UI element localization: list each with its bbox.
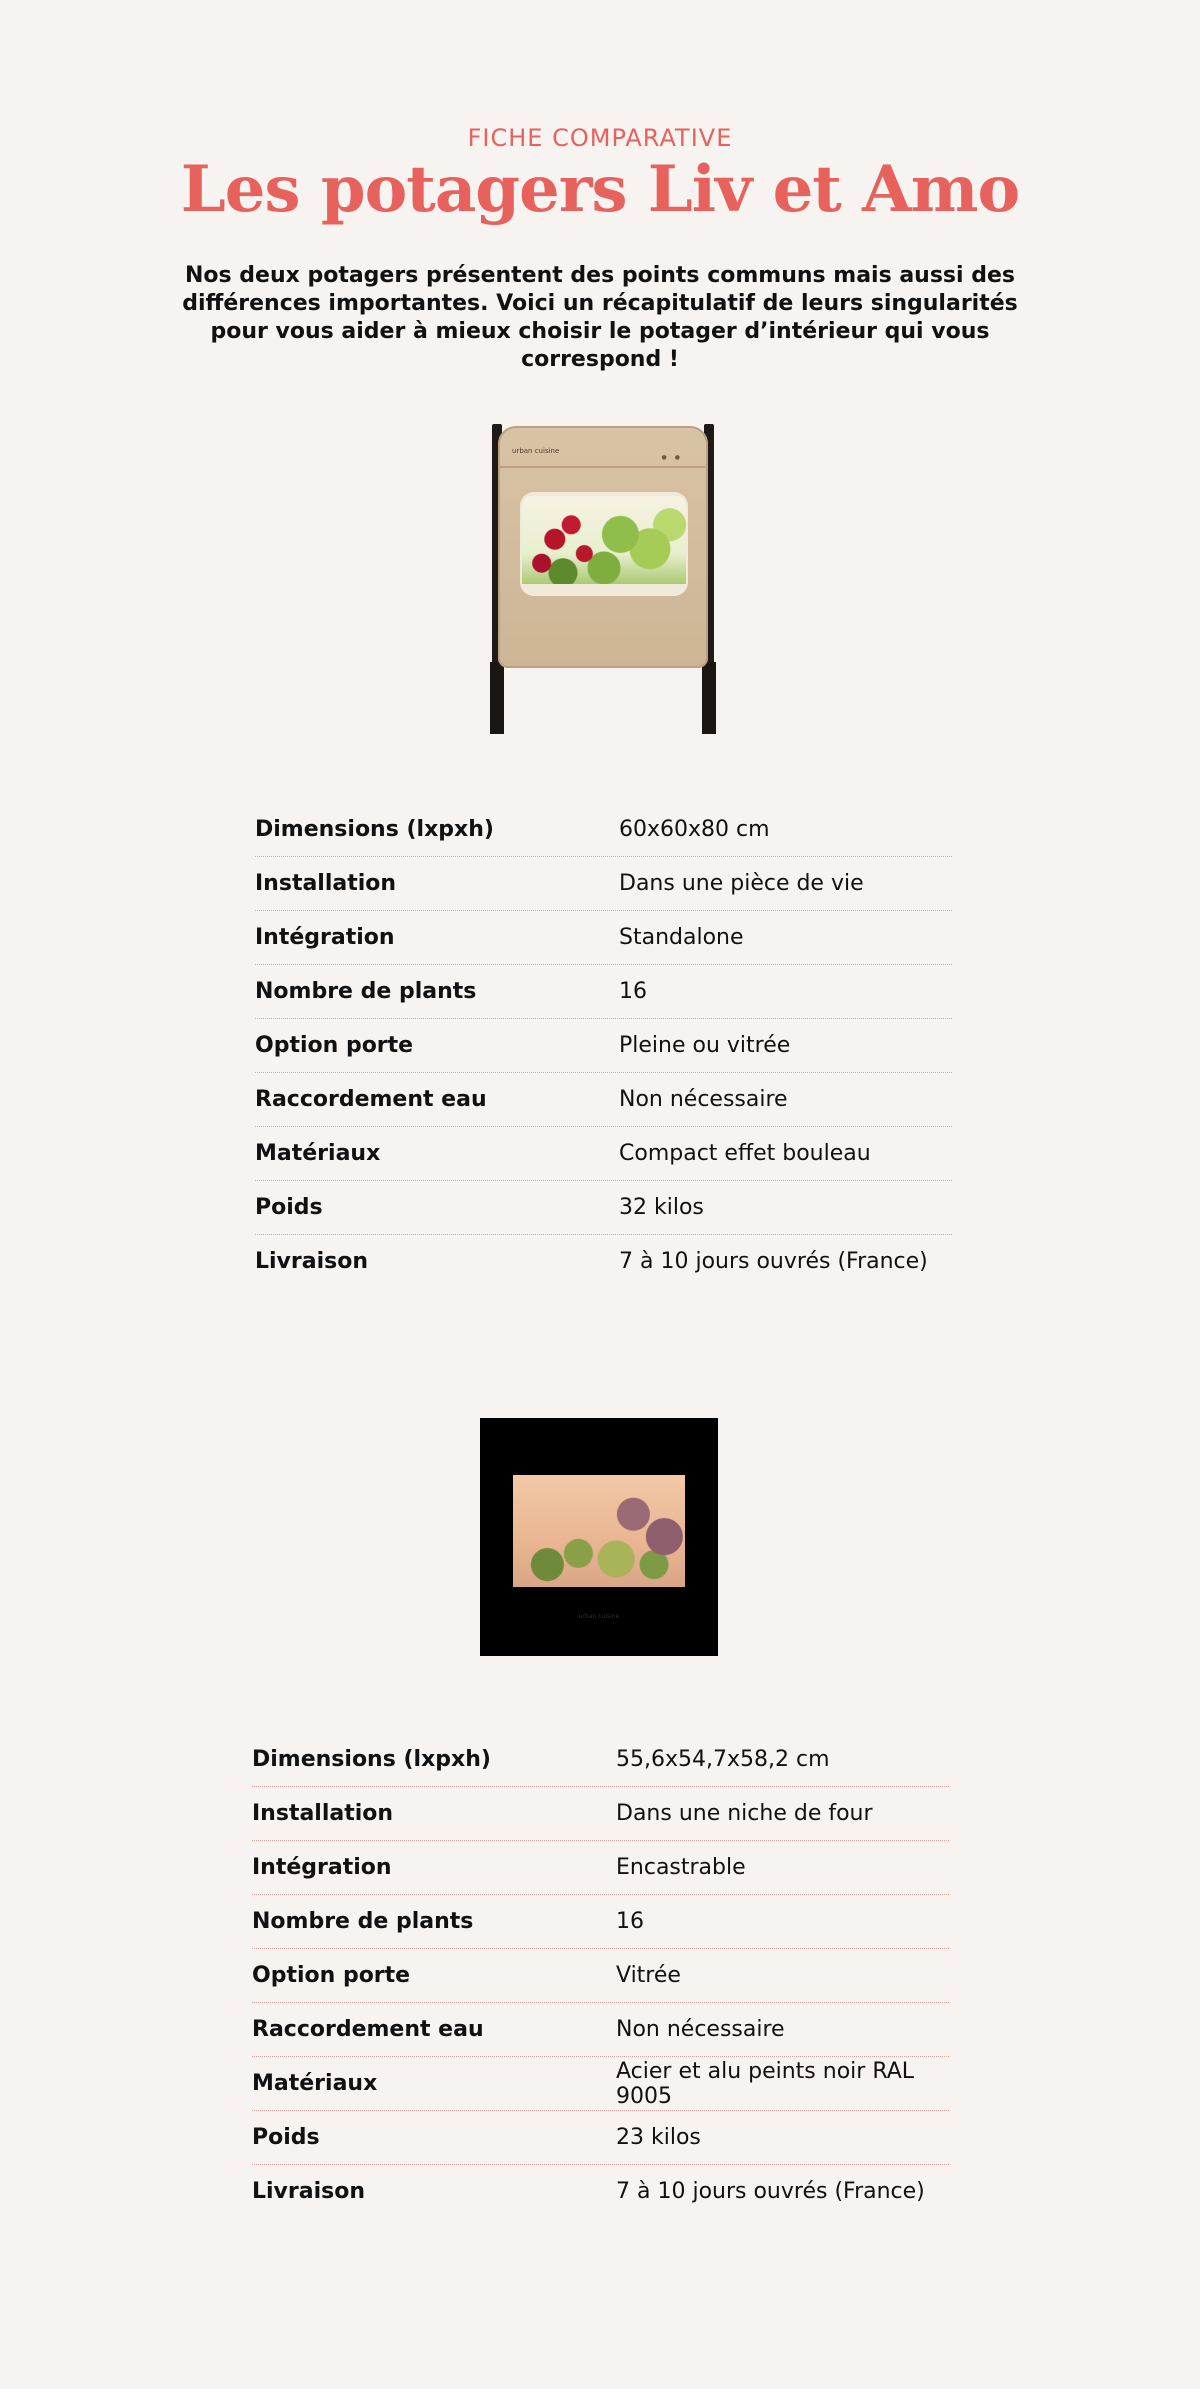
spec-label: Option porte — [255, 1033, 414, 1058]
spec-label: Option porte — [252, 1963, 411, 1988]
table-row — [252, 2057, 949, 2111]
spec-label: Poids — [252, 2125, 320, 2150]
table-row — [252, 2165, 949, 2218]
page-title: Les potagers Liv et Amo — [180, 152, 1020, 227]
liv-product-image — [488, 422, 718, 734]
spec-label: Matériaux — [255, 1141, 381, 1166]
spec-value: Non nécessaire — [619, 1087, 788, 1112]
table-row — [255, 911, 952, 965]
spec-label: Nombre de plants — [252, 1909, 474, 1934]
table-row — [252, 1895, 949, 1949]
liv-cabinet — [498, 426, 708, 668]
spec-value: Non nécessaire — [616, 2017, 785, 2042]
spec-label: Raccordement eau — [255, 1087, 487, 1112]
liv-brand-logo: urban cuisine — [512, 447, 560, 455]
spec-value: Encastrable — [616, 1855, 746, 1880]
table-row — [255, 965, 952, 1019]
spec-value: 16 — [619, 979, 647, 1004]
amo-brand-logo: urban cuisine — [578, 1613, 620, 1620]
table-row — [255, 857, 952, 911]
spec-value: Compact effet bouleau — [619, 1141, 871, 1166]
table-row — [252, 1733, 949, 1787]
spec-label: Raccordement eau — [252, 2017, 484, 2042]
eyebrow-label: FICHE COMPARATIVE — [467, 124, 733, 152]
table-row — [252, 1787, 949, 1841]
spec-label: Livraison — [255, 1249, 369, 1274]
spec-value: 32 kilos — [619, 1195, 704, 1220]
amo-window — [513, 1475, 685, 1587]
liv-left-foot — [490, 662, 504, 734]
spec-value: 7 à 10 jours ouvrés (France) — [616, 2179, 925, 2204]
liv-window — [520, 492, 688, 596]
liv-tray — [520, 584, 688, 596]
table-row — [252, 2003, 949, 2057]
table-row — [252, 1949, 949, 2003]
spec-label: Installation — [252, 1801, 394, 1826]
spec-label: Intégration — [252, 1855, 392, 1880]
amo-product-image — [480, 1418, 718, 1656]
spec-label: Dimensions (lxpxh) — [252, 1747, 491, 1772]
liv-plants — [522, 496, 686, 592]
table-row — [252, 1841, 949, 1895]
spec-value: Dans une niche de four — [616, 1801, 873, 1826]
spec-label: Installation — [255, 871, 397, 896]
spec-value: Standalone — [619, 925, 744, 950]
spec-label: Livraison — [252, 2179, 366, 2204]
spec-value: 7 à 10 jours ouvrés (France) — [619, 1249, 928, 1274]
spec-value: Pleine ou vitrée — [619, 1033, 791, 1058]
spec-value: 60x60x80 cm — [619, 817, 770, 842]
table-row — [255, 1127, 952, 1181]
intro-paragraph: Nos deux potagers présentent des points communs mais aussi des différences importantes. Voici un récapitulatif de leurs singularités pour vous aider à mieux choisir le potager d’intérieur qui vous correspond ! — [182, 263, 1018, 372]
spec-label: Poids — [255, 1195, 323, 1220]
table-row — [255, 1019, 952, 1073]
table-row — [252, 2111, 949, 2165]
spec-value: Dans une pièce de vie — [619, 871, 864, 896]
spec-value: 55,6x54,7x58,2 cm — [616, 1747, 830, 1772]
spec-value: Vitrée — [616, 1963, 681, 1988]
spec-label: Matériaux — [252, 2071, 378, 2096]
spec-value: 23 kilos — [616, 2125, 701, 2150]
liv-screws: ●● — [661, 454, 688, 461]
spec-label: Nombre de plants — [255, 979, 477, 1004]
table-row — [255, 1235, 952, 1288]
spec-label: Intégration — [255, 925, 395, 950]
amo-spec-table — [252, 1733, 949, 2218]
table-row — [255, 1181, 952, 1235]
liv-spec-table — [255, 803, 952, 1288]
table-row — [255, 803, 952, 857]
spec-value: Acier et alu peints noir RAL 9005 — [616, 2058, 915, 2109]
spec-label: Dimensions (lxpxh) — [255, 817, 494, 842]
table-row — [255, 1073, 952, 1127]
liv-right-foot — [702, 662, 716, 734]
spec-value: 16 — [616, 1909, 644, 1934]
